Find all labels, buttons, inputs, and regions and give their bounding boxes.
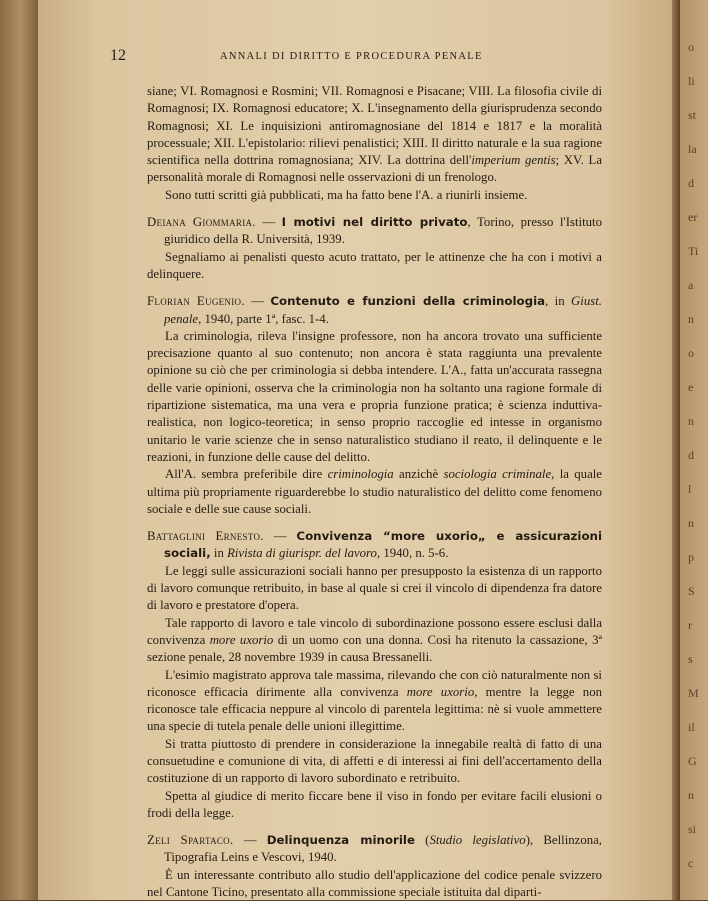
page-number: 12	[110, 47, 126, 64]
entry-review-paragraph: La criminologia, rileva l'insigne professore, non ha ancora trovato una sufficiente precisazione quanto al suo contenuto; non ancora è stata raggiunta una prevalente opinione su ciò che per criminologia si debba intendere. L'A., fatta un'accurata rassegna delle varie opinioni, osserva che la criminologia non ha soltanto una ragione formale di ripartizione sistematica, ma una vera e propria funzione pratica; è scienza induttiva-realistica, non logico-teoretica; in senso proprio raccoglie ed intesse in organismo unitario le varie scienze che in senso naturalistico studiano il reato, il delinquente e le reazioni, in funzione delle cause del delitto.	[147, 328, 602, 464]
next-page-fragment: Ti	[688, 244, 699, 258]
entry-author: Florian Eugenio.	[147, 294, 245, 309]
bibliographic-entry-zeli: Zeli Spartaco. — Delinquenza minorile (Studio legislativo), Bellinzona, Tipografia Leins e Vescovi, 1940.	[147, 833, 603, 865]
next-page-fragment: d	[688, 448, 694, 462]
next-page-fragment: d	[688, 176, 694, 190]
entry-review-paragraph: Spetta al giudice di merito ficcare bene il viso in fondo per evitare facili elusioni o frodi della legge.	[147, 788, 602, 820]
next-page-fragment: o	[688, 346, 694, 360]
next-page-fragment: l	[688, 482, 692, 496]
next-page-fragment: li	[688, 74, 695, 88]
next-page-fragment: il	[688, 720, 695, 734]
next-page-fragment: a	[688, 278, 694, 292]
next-page-fragment: e	[688, 380, 694, 394]
entry-review-paragraph: Tale rapporto di lavoro e tale vincolo di subordinazione possono essere esclusi dalla convivenza more uxorio di un uomo con una donna. Così ha ritenuto la cassazione, 3ª sezione penale, 28 novembre 1939 in causa Bressanelli.	[147, 615, 603, 665]
intro-paragraph: siane; VI. Romagnosi e Rosmini; VII. Romagnosi e Pisacane; VIII. La filosofia civile di Romagnosi; IX. Romagnosi educatore; X. L'insegnamento della giurisprudenza secondo Romagnosi; XI. Le inquisizioni antiromagnosiane del 1814 e 1817 e la moralità processuale; XII. L'epistolario: rilievi penalistici; XIII. Il diritto naturale e la sua ragione scientifica nella dottrina romagnosiana; XIV. La dottrina dell'imperium gentis; XV. La personalità morale di Romagnosi nelle osservazioni di un frenologo.	[147, 84, 602, 185]
left-page-edge	[0, 0, 38, 900]
next-page-fragment: S	[688, 584, 695, 598]
page-body	[147, 83, 602, 901]
next-page-edge	[680, 0, 708, 900]
page-header	[110, 47, 600, 67]
entry-title: Convivenza “more uxorio„ e assicurazioni sociali,	[164, 529, 603, 561]
entry-title: I motivi nel diritto privato	[281, 215, 468, 230]
entry-author: Battaglini Ernesto.	[147, 529, 264, 544]
entry-review-paragraph: Le leggi sulle assicurazioni sociali hanno per presupposto la esistenza di un rapporto di lavoro comunque retribuito, in base al quale si crei il vincolo di dipendenza fra datore di lavoro e prestatore d'opera.	[147, 563, 602, 613]
entry-review-paragraph: L'esimio magistrato approva tale massima, rilevando che con ciò naturalmente non si riconosce efficacia dirimente alla convivenza more uxorio, mentre la legge non riconosce tale efficacia neppure al vincolo di parentela legittima: nè si vuole ammettere una specie di tutela penale delle unioni illegittime.	[147, 667, 602, 734]
entry-author: Zeli Spartaco.	[147, 833, 234, 848]
entry-title: Contenuto e funzioni della criminologia	[270, 294, 546, 309]
next-page-fragment: n	[688, 414, 694, 428]
next-page-fragment: M	[688, 686, 699, 700]
book-gutter	[672, 0, 680, 900]
bibliographic-entry-deiana: Deiana Giommaria. — I motivi nel diritto privato, Torino, presso l'Istituto giuridico della R. Università, 1939.	[147, 215, 602, 247]
next-page-fragment: n	[688, 788, 694, 802]
next-page-fragment: st	[688, 108, 697, 122]
next-page-fragment: la	[688, 142, 697, 156]
next-page-fragment: n	[688, 516, 694, 530]
entry-review-paragraph: All'A. sembra preferibile dire criminologia anzichè sociologia criminale, la quale ultima più propriamente riguarderebbe lo studio naturalistico del delitto come fenomeno sociale e delle sue cause sociali.	[147, 467, 602, 516]
entry-title: Delinquenza minorile	[266, 833, 415, 848]
intro-paragraph-2: Sono tutti scritti già pubblicati, ma ha fatto bene l'A. a riunirli insieme.	[165, 187, 528, 202]
next-page-fragment: G	[688, 754, 697, 768]
entry-review-paragraph: Si tratta piuttosto di prendere in considerazione la innegabile realtà di fatto di una consuetudine e comunione di vita, di affetti e di interessi ai fini dell'accertamento della costituzione di un rapporto di lavoro subordinato e retribuito.	[147, 736, 602, 786]
entry-journal: Rivista di giurispr. del lavoro	[227, 546, 377, 561]
entry-review-paragraph: Segnaliamo ai penalisti questo acuto trattato, per le attinenze che ha con i motivi a delinquere.	[147, 249, 602, 281]
next-page-fragment: s	[688, 652, 693, 666]
running-title: ANNALI DI DIRITTO E PROCEDURA PENALE	[220, 51, 483, 62]
next-page-fragment: c	[688, 856, 694, 870]
next-page-fragment: r	[688, 618, 692, 632]
next-page-fragment: p	[688, 550, 694, 564]
next-page-fragment: o	[688, 40, 694, 54]
bibliographic-entry-florian: Florian Eugenio. — Contenuto e funzioni della criminologia, in Giust. penale, 1940, parte 1ª, fasc. 1-4.	[147, 294, 602, 326]
entry-author: Deiana Giommaria.	[147, 215, 256, 230]
entry-journal: Giust. penale	[164, 294, 602, 326]
next-page-fragment: n	[688, 312, 694, 326]
next-page-fragment: si	[688, 822, 697, 836]
next-page-fragment: er	[688, 210, 698, 224]
bibliographic-entry-battaglini: Battaglini Ernesto. — Convivenza “more uxorio„ e assicurazioni sociali, in Rivista di giurispr. del lavoro, 1940, n. 5-6.	[147, 529, 603, 561]
entry-review-paragraph: È un interessante contributo allo studio dell'applicazione del codice penale svizzero nel Cantone Ticino, presentato alla commissione speciale istituita dal diparti-	[147, 867, 602, 900]
